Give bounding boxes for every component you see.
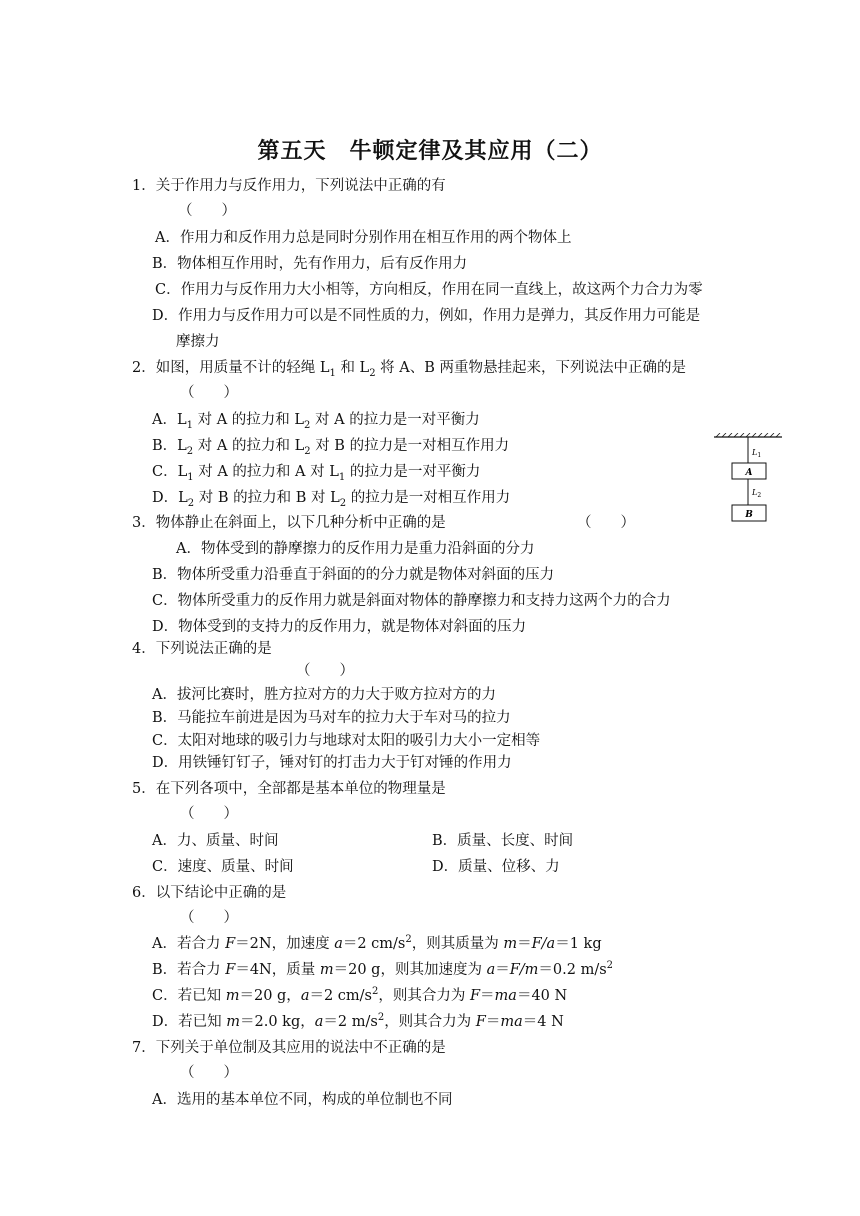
question-1-option-c: C．作用力与反作用力大小相等，方向相反，作用在同一直线上，故这两个力合力为零	[155, 282, 703, 298]
question-6-option-d: D．若已知 m＝2.0 kg，a＝2 $m/s^2$，则其合力为 F＝ma＝4 N	[152, 1012, 564, 1030]
question-5-option-a: A．力、质量、时间	[152, 833, 279, 849]
question-4-option-c: C．太阳对地球的吸引力与地球对太阳的吸引力大小一定相等	[152, 733, 541, 749]
question-3-option-d: D．物体受到的支持力的反作用力，就是物体对斜面的压力	[152, 619, 527, 635]
question-3-option-c: C．物体所受重力的反作用力就是斜面对物体的静摩擦力和支持力这两个力的合力	[152, 593, 671, 609]
question-1-stem: 1．关于作用力与反作用力，下列说法中正确的有	[132, 178, 446, 194]
question-5-option-c: C．速度、质量、时间	[152, 859, 294, 875]
label-b: B	[745, 510, 753, 520]
question-3-answer-paren: （ ）	[577, 515, 635, 531]
question-4-option-d: D．用铁锤钉钉子，锤对钉的打击力大于钉对锤的作用力	[152, 755, 512, 771]
question-4-answer-paren: （ ）	[296, 663, 354, 679]
question-3-option-b: B．物体所受重力沿垂直于斜面的的分力就是物体对斜面的压力	[152, 567, 555, 583]
question-4-option-a: A．拔河比赛时，胜方拉对方的力大于败方拉对方的力	[152, 687, 496, 703]
question-1-answer-paren: （ ）	[178, 203, 236, 219]
label-a: A	[745, 468, 753, 478]
question-2-option-a: A．$L_1$ 对 A 的拉力和 $L_2$ 对 A 的拉力是一对平衡力	[152, 412, 480, 431]
question-6-stem: 6．以下结论中正确的是	[132, 885, 287, 901]
ceiling-hatch	[716, 433, 780, 437]
question-7-stem: 7．下列关于单位制及其应用的说法中不正确的是	[132, 1040, 446, 1056]
question-5-answer-paren: （ ）	[180, 806, 238, 822]
question-3-option-a: A．物体受到的静摩擦力的反作用力是重力沿斜面的分力	[176, 541, 535, 557]
question-2-stem: 2．如图，用质量不计的轻绳 $L_1$ 和 $L_2$ 将 A、B 两重物悬挂起来，下列说法中正确的是	[132, 360, 687, 379]
question-7-option-a: A．选用的基本单位不同，构成的单位制也不同	[152, 1092, 453, 1108]
question-1-option-a: A．作用力和反作用力总是同时分别作用在相互作用的两个物体上	[155, 230, 572, 246]
question-2-option-d: D．$L_2$ 对 B 的拉力和 B 对 $L_2$ 的拉力是一对相互作用力	[152, 490, 511, 509]
question-1-option-d-cont: 摩擦力	[176, 334, 220, 350]
question-2-answer-paren: （ ）	[180, 385, 238, 401]
hanging-masses-figure	[714, 433, 782, 525]
question-4-stem: 4．下列说法正确的是	[132, 641, 272, 657]
question-5-option-b: B．质量、长度、时间	[432, 833, 574, 849]
label-l2: $L_2$	[752, 488, 762, 499]
question-3-stem: 3．物体静止在斜面上，以下几种分析中正确的是	[132, 515, 446, 531]
question-1-option-b: B．物体相互作用时，先有作用力，后有反作用力	[152, 256, 468, 272]
question-6-option-b: B．若合力 F＝4N，质量 m＝20 g，则其加速度为 a＝F/m＝0.2 $m/s^2$	[152, 960, 614, 978]
question-5-stem: 5．在下列各项中，全部都是基本单位的物理量是	[132, 781, 446, 797]
question-7-answer-paren: （ ）	[180, 1065, 238, 1081]
question-6-answer-paren: （ ）	[180, 910, 238, 926]
page-title: 第五天 牛顿定律及其应用（二）	[257, 139, 603, 164]
question-6-option-a: A．若合力 F＝2N，加速度 a＝2 $cm/s^2$，则其质量为 m＝F/a＝1 kg	[152, 934, 602, 952]
question-4-option-b: B．马能拉车前进是因为马对车的拉力大于车对马的拉力	[152, 710, 511, 726]
question-5-option-d: D．质量、位移、力	[432, 859, 560, 875]
question-2-option-b: B．$L_2$ 对 A 的拉力和 $L_2$ 对 B 的拉力是一对相互作用力	[152, 438, 510, 457]
question-2-option-c: C．$L_1$ 对 A 的拉力和 A 对 $L_1$ 的拉力是一对平衡力	[152, 464, 481, 483]
question-6-option-c: C．若已知 m＝20 g，a＝2 $cm/s^2$，则其合力为 F＝ma＝40 N	[152, 986, 568, 1004]
question-1-option-d: D．作用力与反作用力可以是不同性质的力，例如，作用力是弹力，其反作用力可能是	[152, 308, 701, 324]
label-l1: $L_1$	[752, 448, 762, 459]
